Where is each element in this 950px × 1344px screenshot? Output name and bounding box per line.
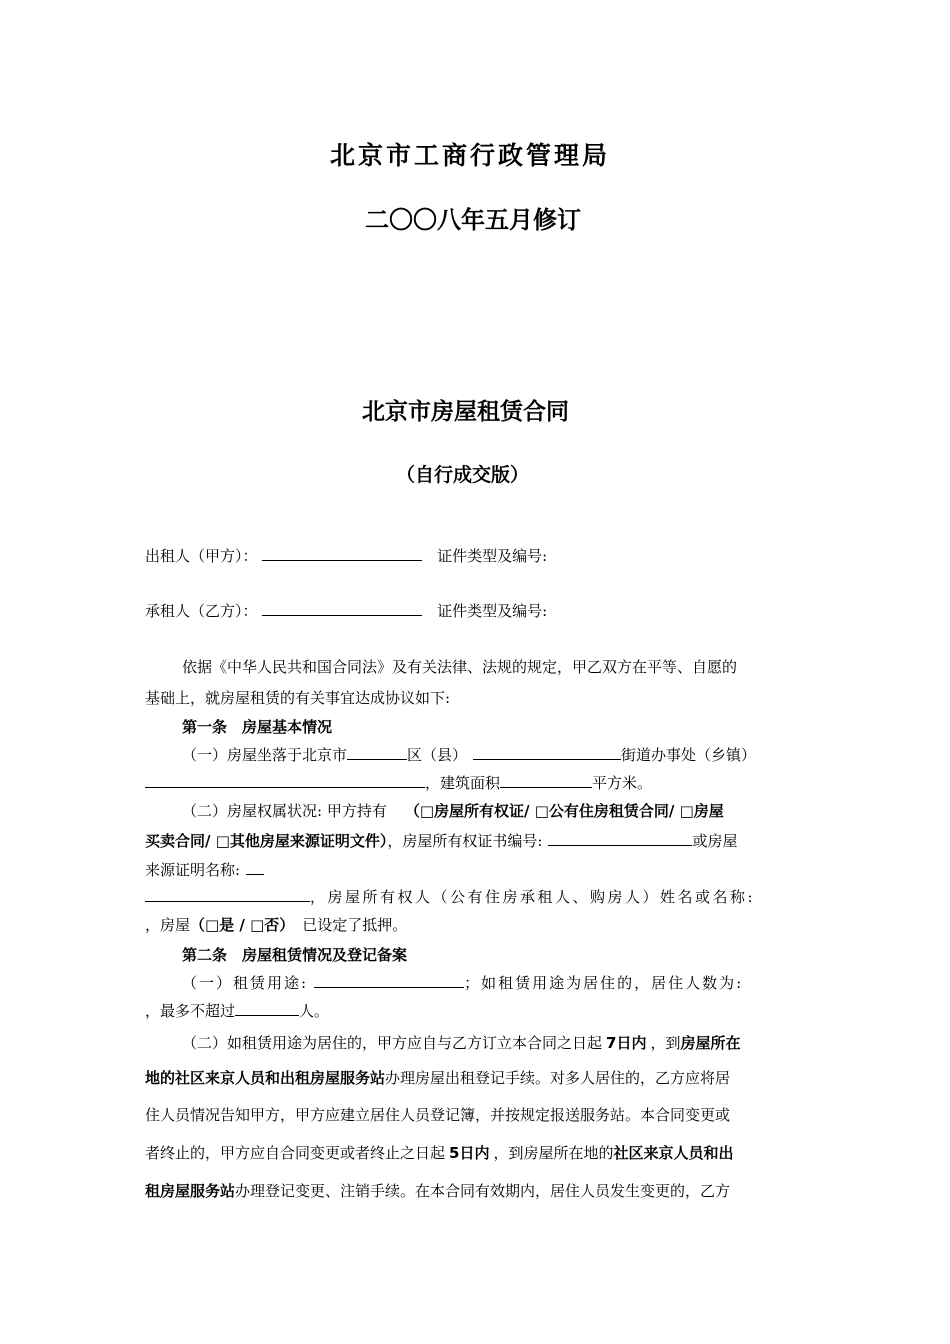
certificate-no-text: ，房屋所有权证书编号: [387, 832, 543, 850]
district-field[interactable] [347, 744, 407, 760]
registration-text-3: 办理房屋出租登记手续。对多人居住的，乙方应将居 [385, 1069, 731, 1087]
intro-line-2: 基础上，就房屋租赁的有关事宜达成协议如下: [145, 689, 451, 707]
lessee-name-field[interactable] [262, 600, 422, 616]
change-text-3: 办理登记变更、注销手续。在本合同有效期内，居住人员发生变更的，乙方 [235, 1182, 731, 1200]
district-text: 区（县） [407, 746, 468, 764]
service-station-text-3: 社区来京人员和出 [613, 1144, 734, 1162]
owner-name-text: ，房屋所有权人（公有住房承租人、购房人）姓名或名称: [310, 888, 756, 906]
area-text: ，建筑面积 [425, 774, 501, 792]
article-2-p2-line3: 住人员情况告知甲方，甲方应建立居住人员登记簿，并按规定报送服务站。本合同变更或 [145, 1106, 731, 1124]
source-name-field[interactable] [246, 859, 264, 875]
ownership-text: （二）房屋权属状况: 甲方持有 [182, 802, 387, 820]
change-text-1: 者终止的，甲方应自合同变更或者终止之日起 [145, 1144, 446, 1162]
article-2-p2-line2 [145, 1067, 730, 1088]
street-office-field[interactable] [473, 744, 621, 760]
service-station-text-1: 房屋所在 [680, 1034, 741, 1052]
five-days-text: 5日内 [449, 1144, 490, 1162]
mortgage-text: 已设定了抵押。 [302, 916, 408, 934]
area-field[interactable] [500, 772, 592, 788]
lessee-row [145, 600, 547, 621]
max-residents-field[interactable] [235, 1000, 299, 1016]
change-text-2: ，到房屋所在地的 [493, 1144, 614, 1162]
or-source-text: 或房屋 [692, 832, 738, 850]
lessor-row [145, 545, 547, 566]
article-2-p2-line1 [182, 1032, 740, 1053]
lessee-id-label: 证件类型及编号: [437, 602, 548, 620]
area-unit-text: 平方米。 [592, 774, 653, 792]
lessee-label: 承租人（乙方）： [145, 602, 258, 620]
article-1-p2-line5 [145, 914, 407, 935]
usage-text: （一）租赁用途: [182, 974, 309, 992]
registration-text-2: ，到 [650, 1034, 681, 1052]
article-2-p2-line5 [145, 1180, 730, 1201]
issuer-title: 北京市工商行政管理局 [330, 141, 611, 170]
lessor-label: 出租人（甲方）： [145, 547, 258, 565]
service-station-text-2: 地的社区来京人员和出租房屋服务站 [145, 1069, 386, 1087]
article-2-p1-line1 [182, 972, 743, 993]
ownership-options-2: 买卖合同/ □其他房屋来源证明文件） [145, 832, 388, 850]
ownership-options-1: （□房屋所有权证/ □公有住房租赁合同/ □房屋 [404, 802, 724, 820]
seven-days-text: 7日内 [606, 1034, 647, 1052]
intro-line-1: 依据《中华人民共和国合同法》及有关法律、法规的规定，甲乙双方在平等、自愿的 [182, 658, 738, 676]
contract-title: 北京市房屋租赁合同 [362, 399, 569, 425]
article-1-p2-line2 [145, 830, 737, 851]
article-2-p2-line4 [145, 1142, 733, 1163]
article-1-heading: 第一条 房屋基本情况 [182, 718, 333, 736]
max-residents-text: ，最多不超过 [145, 1002, 236, 1020]
article-2-heading: 第二条 房屋租赁情况及登记备案 [182, 946, 408, 964]
article-1-p2-line1 [182, 800, 724, 821]
article-1-p1-line2 [145, 772, 652, 793]
revision-date: 二〇〇八年五月修订 [365, 206, 581, 234]
source-name-field-cont[interactable] [145, 886, 310, 902]
address-field[interactable] [145, 772, 425, 788]
lessor-id-label: 证件类型及编号: [437, 547, 548, 565]
article-2-p1-line2 [145, 1000, 329, 1021]
article-1-p2-line3 [145, 859, 264, 880]
service-station-text-4: 租房屋服务站 [145, 1182, 236, 1200]
mortgage-options: （□是 / □否） [190, 916, 295, 934]
lessor-name-field[interactable] [262, 545, 422, 561]
person-unit-text: 人。 [299, 1002, 330, 1020]
registration-text-1: （二）如租赁用途为居住的，甲方应自与乙方订立本合同之日起 [182, 1034, 603, 1052]
mortgage-house-text: ，房屋 [145, 916, 191, 934]
source-name-text: 来源证明名称: [145, 861, 241, 879]
article-1-p1-line1 [182, 744, 756, 765]
certificate-no-field[interactable] [548, 830, 692, 846]
residents-text: ；如租赁用途为居住的，居住人数为: [464, 974, 744, 992]
street-office-text: 街道办事处（乡镇） [621, 746, 757, 764]
usage-field[interactable] [314, 972, 464, 988]
contract-subtitle: （自行成交版） [396, 464, 530, 486]
article-1-p2-line4 [145, 886, 755, 907]
location-city-text: （一）房屋坐落于北京市 [182, 746, 348, 764]
